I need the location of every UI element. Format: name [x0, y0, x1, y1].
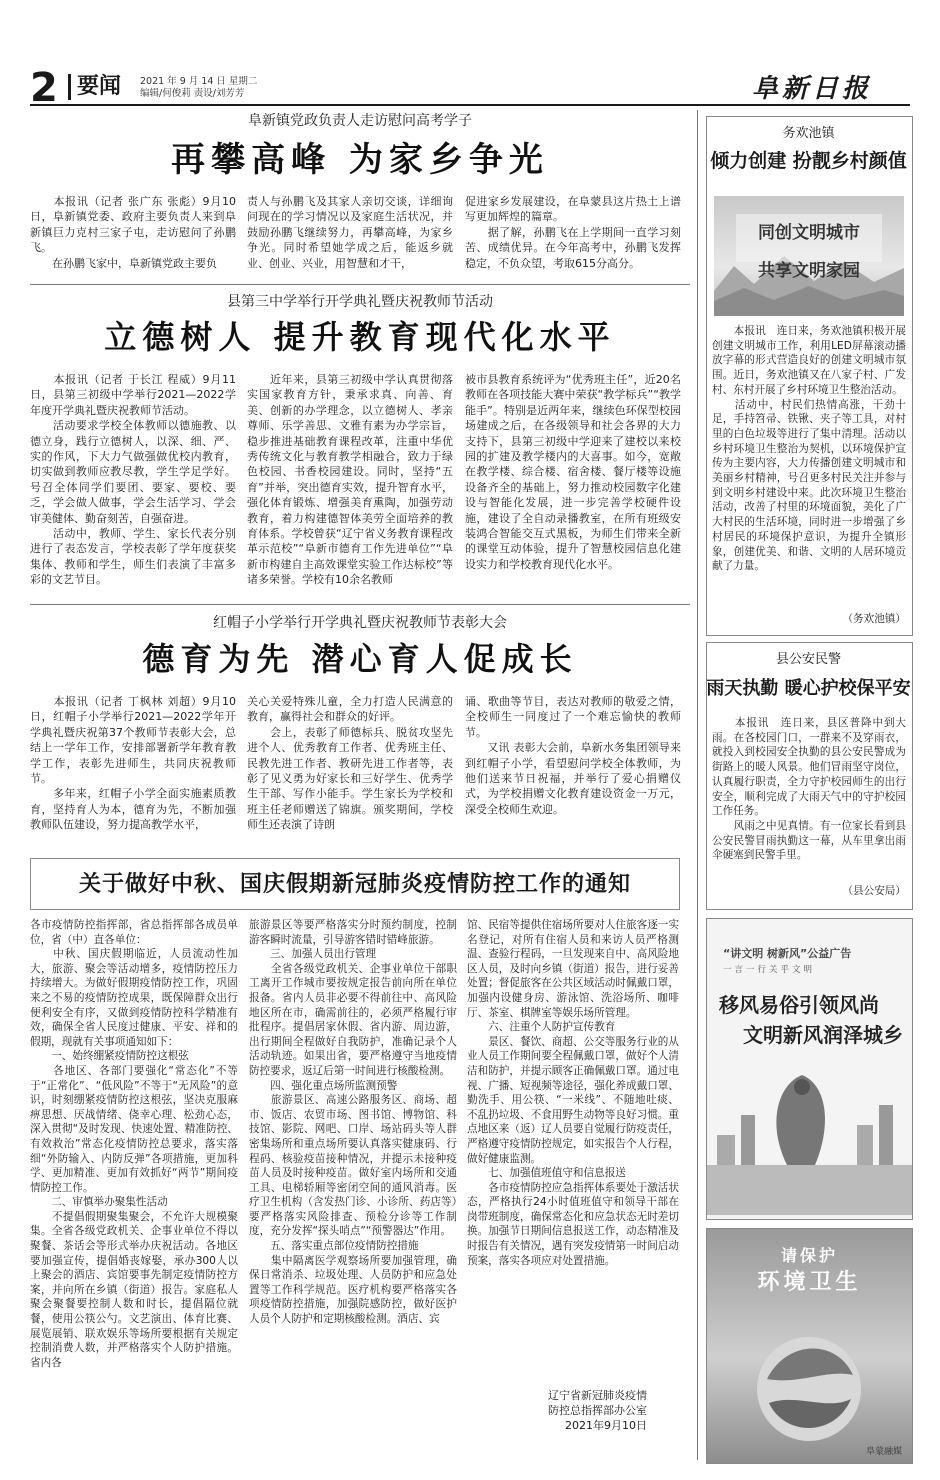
- article3-headline: 德育为先 潜心育人促成长: [142, 640, 578, 678]
- ad-tag: “讲文明 树新风”公益广告: [723, 947, 852, 960]
- issue-date: 2021 年 9 月 14 日 星期二: [140, 76, 258, 87]
- signature-date: 2021年9月10日: [565, 1419, 647, 1432]
- ad-subtitle: 一言一行关乎文明: [723, 965, 816, 975]
- sidebar2-headline: 雨天执勤 暖心护校保平安: [706, 678, 911, 699]
- environment-ad: [706, 1228, 913, 1464]
- article3-kicker: 红帽子小学举行开学典礼暨庆祝教师节表彰大会: [213, 615, 507, 631]
- article1-col3: 促进家乡发展建设，在阜蒙县这片热土上谱写更加辉煌的篇章。 据了解，孙鹏飞在上学期间一直学习刻苦、成绩优异。在今年高考中，孙鹏飞发挥稳定，不负众望，考取615分高分。: [465, 195, 681, 270]
- sidebar1-headline: 倾力创建 扮靓乡村颜值: [710, 150, 907, 172]
- article3-col3: 诵、歌曲等节目，表达对教师的敬爱之情，全校师生一同度过了一个难忘愉快的教师节。 又讯 表彰大会前，阜新水务集团领导来到红帽子小学，看望慰问学校全体教师，为他们送来节日祝福，并举行了爱心捐赠仪式，为学校捐赠文化教育建设资金一万元，深受全校师生欢迎。: [465, 695, 681, 816]
- sidebar2-kicker: 县公安民警: [775, 652, 841, 667]
- globe-leaf-icon: [707, 1299, 912, 1459]
- article3-col2: 关心关爱特殊儿童，全力打造人民满意的教育，赢得社会和群众的好评。 会上，表彰了师德标兵、脱贫攻坚先进个人、优秀教育工作者、优秀班主任、民教先进工作者、教研先进工作者等，表彰了见义勇为好家长和三好学生、优秀学生干部、写作小能手。学生家长为学校和班主任老师赠送了锦旗。颁奖期间，学校师生还表演了诗朗: [247, 695, 453, 832]
- city-skyline-icon: [707, 1065, 912, 1215]
- editor-credits: 编辑/何俊莉 责设/刘芳芳: [140, 88, 245, 99]
- article2-kicker: 县第三中学举行开学典礼暨庆祝教师节活动: [227, 294, 493, 310]
- sidebar1-credit: （务欢池镇）: [842, 613, 906, 625]
- article2-col1: 本报讯（记者 于长江 程威）9月11日，县第三初级中学举行2021—2022学年度开学典礼暨庆祝教师节活动。 活动要求学校全体教师以德施教、以德立身，践行立德树人，以深、细、严、实的作风，下大力气做强做优校内教育，切实做到教师应教尽教，学生学足学好。号召全体同学们要团、要家、要校、要乏，学会做人做事，学会生活学习、学会审美健体、勤奋刻苦，自强奋进。 活动中，教师、学生、家长代表分别进行了表态发言，学校表彰了学年度获奖集体、教师和学生，师生们表演了丰富多彩的文艺节目。: [30, 373, 236, 587]
- article2-col3: 被市县教育系统评为“优秀班主任”，近20名教师在各项技能大赛中荣获“教学标兵”“教学能手”。特别是近两年来，继续色环保型校园场建成之后，在各级领导和社会各界的大力支持下，县第三初级中学迎来了建校以来校园的扩建及教学楼内的大喜事。如今，宽敞在教学楼、综合楼、宿舍楼、餐厅楼等设施设备齐全的基础上，努力推动校园数字化建设与智能化发展，进一步完善学校硬件设施，建设了全自动录播教室，在所有班级安装鸿合智能交互式黑板，为师生们带来全新的课堂互动体验，提升了智慧校园信息化建设实力和学校教育现代化水平。: [465, 373, 681, 571]
- env-ad-line2: 环境卫生: [757, 1270, 862, 1295]
- article1-col2: 责人与孙鹏飞及其家人亲切交谈，详细询问现在的学习情况以及家庭生活状况，并鼓励孙鹏飞继续努力，再攀高峰，为家乡争光。同时希望她学成之后，能返乡就业、创业、兴业，用智慧和才干，: [247, 195, 453, 270]
- column-rule: [697, 110, 698, 1460]
- sidebar1-body: 本报讯 连日来，务欢池镇积极开展创建文明城市工作，利用LED屏幕滚动播放字幕的形式营造良好的创建文明城市氛围。近日，务欢池镇又在八家子村、广发村、东村开展了乡村环境卫生整治活动。 活动中，村民们热情高涨，干劲十足，手持笤帚、铁锹、夹子等工具，对村里的白色垃圾等进行了集中清理。活动以乡村环境卫生整治为契机，以环境保护宣传为主要内容，大力传播创建文明城市和美丽乡村精神，号召更多村民关注并参与到文明乡村建设中来。此次环境卫生整治活动，改善了村里的环境面貌，美化了广大村民的生活环境，同时进一步增强了乡村居民的环境保护意识，为提升全镇形象，创建优美、和谐、文明的人居环境贡献了力量。: [712, 325, 906, 573]
- banner-line1: 同创文明城市: [758, 223, 860, 243]
- notice-col2: 旅游景区等要严格落实分时预约制度，控制游客瞬时流量，引导游客错时错峰旅游。 三、加强人员出行管理 全省各级党政机关、企事业单位干部职工离开工作城市要按规定报告前向所在单位报备。省内人员非必要不得前往中、高风险地区所在市，确需前往的，必须严格履行审批程序。提倡居家休假、省内游、周边游，出行期间全程做好自我防护，准确记录个人活动轨迹。如果出省，要严格遵守当地疫情防控要求，返辽后第一时间进行核酸检测。 四、强化重点场所监测预警 旅游景区、高速公路服务区、商场、超市、饭店、农贸市场、图书馆、博物馆、科技馆、影院、网吧、口岸、场站码头等人群密集场所和重点场所要认真落实健康码、行程码、核验疫苗接种情况，并提示未接种疫苗人员及时接种疫苗。做好室内场所和交通工具、电梯轿厢等密闭空间的通风消毒。医疗卫生机构（含发热门诊、小诊所、药店等）要严格落实风险排查、预检分诊等工作制度，充分发挥“探头哨点”“预警器达”作用。 五、落实重点部位疫情防控措施 集中隔离医学观察场所要加强管理，确保日常消杀、垃圾处理、人员防护和应急处置等工作科学规范。医疗机构要严格落实各项疫情防控措施，加强院感防控，做好医护人员个人防护和定期核酸检测。酒店、宾: [249, 919, 457, 1326]
- page-number: 2: [30, 65, 58, 111]
- sidebar2-body: 本报讯 连日来，县区普降中到大雨。在各校园门口，一群来不及穿雨衣，就投入到校园安全执勤的县公安民警成为街路上的暖人风景。他们冒雨坚守岗位，认真履行职责，全力守护校园师生的出行安全，顺利完成了大雨天气中的守护校园工作任务。 风雨之中见真情。有一位家长看到县公安民警冒雨执勤这一幕，从车里拿出雨伞硬塞到民警手里。: [712, 717, 906, 862]
- section-label: 要闻: [68, 74, 121, 100]
- watermark: 阜蒙融媒: [865, 1447, 902, 1457]
- env-ad-line1: 请保护: [780, 1246, 838, 1265]
- notice-signature: [467, 1388, 647, 1433]
- sidebar1-kicker: 务欢池镇: [782, 126, 835, 141]
- divider: [30, 284, 690, 285]
- signature-org: 防控总指挥部办公室: [548, 1404, 647, 1417]
- banner-line2: 共享文明家园: [758, 261, 860, 281]
- article2-col2: 近年来，县第三初级中学认真贯彻落实国家教育方针，秉承求真、向善、育美、创新的办学理念，以立德树人、孝亲尊师、乐学善思、文雅有素为办学宗旨，稳步推进基础教育课程改革，注重中华优秀传统文化与教育教学相融合，致力于绿色校园、书香校园建设。同时，坚持“五育”并举，突出德育实效，提升智育水平，强化体育锻炼、增强美育熏陶，加强劳动教育，着力构建德智体美劳全面培养的教育体系。学校曾获“辽宁省义务教育课程改革示范校”“阜新市德育工作先进单位”“阜新市构建自主高效课堂实验工作达标校”等诸多荣誉。学校有10余名教师: [247, 373, 453, 587]
- masthead-logo: 阜新日报: [752, 74, 873, 104]
- public-service-ad: [706, 918, 913, 1220]
- signature-org: 辽宁省新冠肺炎疫情: [548, 1389, 647, 1402]
- notice-col1: 各市疫情防控指挥部，省总指挥部各成员单位，省（中）直各单位： 中秋、国庆假期临近，人员流动性加大，旅游、聚会等活动增多，疫情防控压力持续增大。为做好假期疫情防控工作，巩固来之不易的疫情防控成果，既保障群众出行便利安全有序，又做到疫情防控科学精准有效，确保全省人民度过健康、平安、祥和的假期，现就有关事项通知如下： 一、始终绷紧疫情防控这根弦 各地区、各部门要强化“常态化”不等于“正常化”、“低风险”不等于“无风险”的意识，时刻绷紧疫情防控这根弦，坚决克服麻痹思想、厌战情绪、侥幸心理、松劲心态，深入贯彻“及时发现、快速处置、精准防控、有效救治”常态化疫情防控总要求，落实落细“外防输入、内防反弹”各项措施，更加科学、更加精准、更加有效抓好“两节”期间疫情防控工作。 二、审慎举办聚集性活动 不提倡假期聚集聚会，不允许大规模聚集。全省各级党政机关、企事业单位不得以聚餐、茶话会等形式举办庆祝活动。各地区要加强宣传，提倡婚丧嫁娶，承办300人以上聚会的酒店、宾馆要事先制定疫情防控方案，并向所在乡镇（街道）报告。家庭私人聚会聚餐要控制人数和时长，提倡隔位就餐，使用公筷公勺。文艺演出、体育比赛、展览展销、联欢娱乐等场所要根据有关规定控制消费人数，并严格落实个人防护措施。省内各: [30, 919, 238, 1369]
- article3-col1: 本报讯（记者 丁枫林 刘超）9月10日，红帽子小学举行2021—2022学年开学典礼暨庆祝第37个教师节表彰大会，总结上一学年工作，安排部署新学年教育教学工作，表彰先进师生，共同庆祝教师节。 多年来，红帽子小学全面实施素质教育，坚持育人为本，德育为先，不断加强教师队伍建设，努力提高教学水平，: [30, 695, 236, 832]
- header-rule: [30, 104, 910, 106]
- ad-line1: 移风易俗引领风尚: [719, 993, 879, 1017]
- notice-col3: 馆、民宿等提供住宿场所要对人住旅客逐一实名登记，对所有住宿人员和来访人员严格测温、查验行程码，一旦发现来自中、高风险地区人员，及时向乡镇（街道）报告，进行妥善处置；督促旅客在公共区域活动时佩戴口罩，加强内设健身房、游泳馆、洗浴场所、咖啡厅、茶室、棋牌室等娱乐场所管理。 六、注重个人防护宣传教育 景区、餐饮、商超、公交等服务行业的从业人员工作期间要全程佩戴口罩，做好个人清洁和防护，并提示顾客正确佩戴口罩。通过电视、广播、短视频等途径，强化养成戴口罩、勤洗手、用公筷、“一米线”、不随地吐痰、不乱扔垃圾、不食用野生动物等良好习惯。重点地区来（返）辽人员要自觉履行防疫责任，严格遵守疫情防控规定，如实报告个人行程，做好健康监测。 七、加强值班值守和信息报送 各市疫情防控应急指挥体系要处于激活状态，严格执行24小时值班值守和领导干部在岗带班制度，确保常态化和应急状态无时差切换。加强节日期间信息报送工作，动态精准及时报告有关情况，遇有突发疫情第一时间启动预案，落实各项应对处置措施。: [467, 919, 679, 1267]
- divider: [30, 604, 690, 605]
- article2-headline: 立德树人 提升教育现代化水平: [104, 318, 616, 356]
- civilization-banner-image: [714, 196, 904, 316]
- notice-title-box: [30, 858, 680, 910]
- date-line: [140, 76, 257, 100]
- article1-kicker: 阜新镇党政负责人走访慰问高考学子: [248, 113, 472, 129]
- ad-line2: 文明新风润泽城乡: [743, 1023, 903, 1047]
- sidebar2-credit: （县公安局）: [842, 885, 906, 897]
- article1-col1: 本报讯（记者 张广东 张彪）9月10日，阜新镇党委、政府主要负责人来到阜新镇巨力克村三家子屯，走访慰问了孙鹏飞。 在孙鹏飞家中，阜新镇党政主要负: [30, 195, 236, 270]
- notice-title: 关于做好中秋、国庆假期新冠肺炎疫情防控工作的通知: [78, 871, 631, 897]
- article1-headline: 再攀高峰 为家乡争光: [171, 140, 549, 180]
